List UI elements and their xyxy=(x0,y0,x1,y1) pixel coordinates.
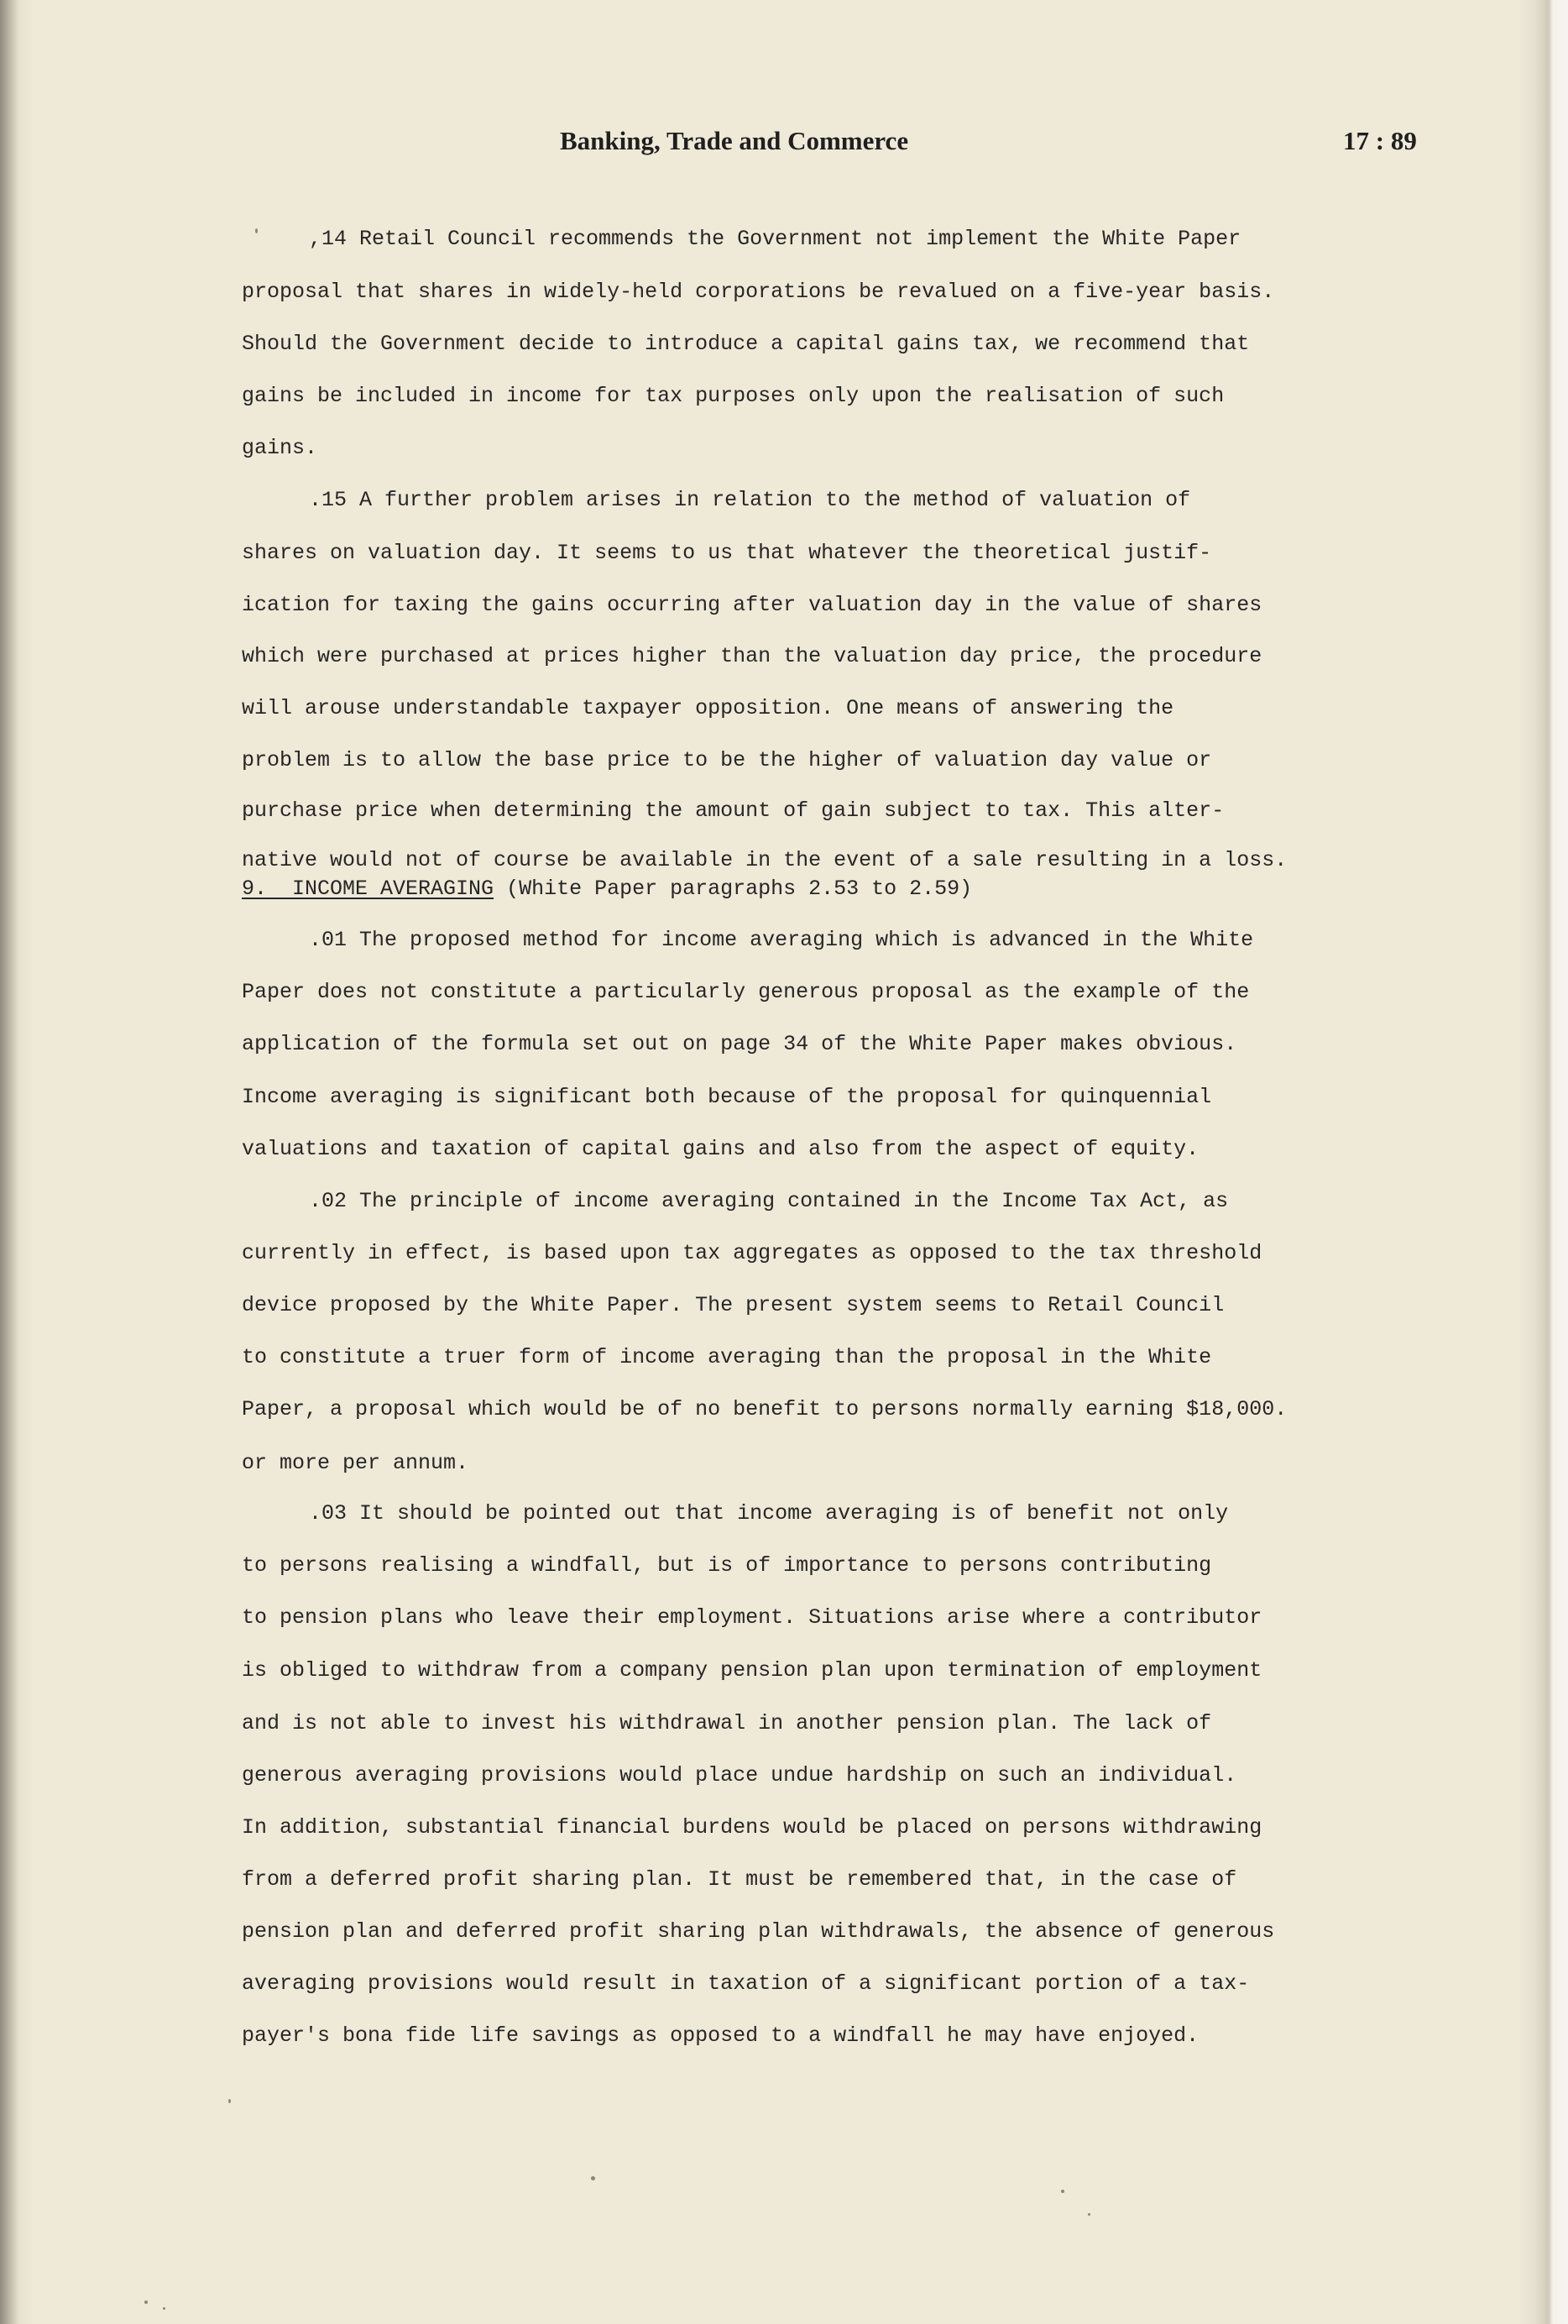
scan-speck xyxy=(1061,2190,1064,2193)
paragraph-line: .03 It should be pointed out that income averaging is of benefit not only xyxy=(309,1501,1229,1526)
scan-speck xyxy=(228,2099,231,2103)
paragraph-line: is obliged to withdraw from a company pension plan upon termination of employment xyxy=(242,1658,1262,1683)
paragraph-line: averaging provisions would result in taxation of a significant portion of a tax- xyxy=(242,1971,1250,1996)
paragraph-line: currently in effect, is based upon tax aggregates as opposed to the tax threshold xyxy=(242,1241,1262,1265)
scan-speck xyxy=(144,2300,148,2304)
paragraph-line: purchase price when determining the amount of gain subject to tax. This alter- xyxy=(242,798,1225,823)
paragraph-line: generous averaging provisions would place undue hardship on such an individual. xyxy=(242,1763,1237,1787)
paragraph-line: Should the Government decide to introduce a capital gains tax, we recommend that xyxy=(242,332,1250,356)
page-number: 17 : 89 xyxy=(1343,126,1417,155)
paragraph-line: .01 The proposed method for income averaging which is advanced in the White xyxy=(309,928,1254,952)
paragraph-line: native would not of course be available in the event of a sale resulting in a loss. xyxy=(242,848,1288,872)
scan-speck xyxy=(591,2176,595,2180)
paragraph-line: will arouse understandable taxpayer opposition. One means of answering the xyxy=(242,696,1174,720)
paragraph-line: from a deferred profit sharing plan. It must be remembered that, in the case of xyxy=(242,1867,1237,1892)
paragraph-line: or more per annum. xyxy=(242,1451,469,1475)
paragraph-line: Income averaging is significant both because of the proposal for quinquennial xyxy=(242,1085,1212,1109)
paragraph-line: .02 The principle of income averaging contained in the Income Tax Act, as xyxy=(309,1189,1229,1213)
paragraph-line: Paper does not constitute a particularly generous proposal as the example of the xyxy=(242,980,1250,1004)
paragraph-line: ,14 Retail Council recommends the Government not implement the White Paper xyxy=(309,227,1241,251)
paragraph-line: valuations and taxation of capital gains and also from the aspect of equity. xyxy=(242,1137,1200,1161)
paragraph-line: gains. xyxy=(242,436,318,460)
running-title: Banking, Trade and Commerce xyxy=(560,126,909,155)
scan-speck xyxy=(255,228,258,233)
paragraph-line: proposal that shares in widely-held corporations be revalued on a five-year basis. xyxy=(242,280,1275,304)
paragraph-line: In addition, substantial financial burdens would be placed on persons withdrawing xyxy=(242,1815,1262,1840)
paragraph-line: to persons realising a windfall, but is of importance to persons contributing xyxy=(242,1553,1212,1578)
paragraph-line: Paper, a proposal which would be of no benefit to persons normally earning $18,000. xyxy=(242,1397,1288,1421)
paragraph-line: which were purchased at prices higher than the valuation day price, the procedure xyxy=(242,644,1262,668)
paragraph-line: pension plan and deferred profit sharing plan withdrawals, the absence of generous xyxy=(242,1919,1275,1944)
paragraph-line: gains be included in income for tax purposes only upon the realisation of such xyxy=(242,384,1225,408)
paragraph-line: problem is to allow the base price to be the higher of valuation day value or xyxy=(242,748,1212,772)
paragraph-line: shares on valuation day. It seems to us that whatever the theoretical justif- xyxy=(242,541,1212,565)
paragraph-line: payer's bona fide life savings as opposed to a windfall he may have enjoyed. xyxy=(242,2023,1200,2048)
paragraph-line: to constitute a truer form of income averaging than the proposal in the White xyxy=(242,1345,1212,1369)
section-heading-line xyxy=(242,877,972,902)
paragraph-line: ication for taxing the gains occurring after valuation day in the value of shares xyxy=(242,593,1262,617)
paragraph-line: device proposed by the White Paper. The present system seems to Retail Council xyxy=(242,1293,1225,1317)
paragraph-line: to pension plans who leave their employment. Situations arise where a contributor xyxy=(242,1605,1262,1630)
scan-speck xyxy=(1088,2213,1090,2216)
page-header xyxy=(0,126,1568,163)
scan-speck xyxy=(163,2307,165,2310)
paragraph-line: .15 A further problem arises in relation to the method of valuation of xyxy=(309,488,1191,512)
section-heading: 9. INCOME AVERAGING xyxy=(242,877,494,901)
paragraph-line: and is not able to invest his withdrawal in another pension plan. The lack of xyxy=(242,1711,1212,1735)
paragraph-line: application of the formula set out on page 34 of the White Paper makes obvious. xyxy=(242,1032,1237,1056)
section-heading-reference: (White Paper paragraphs 2.53 to 2.59) xyxy=(506,877,973,901)
